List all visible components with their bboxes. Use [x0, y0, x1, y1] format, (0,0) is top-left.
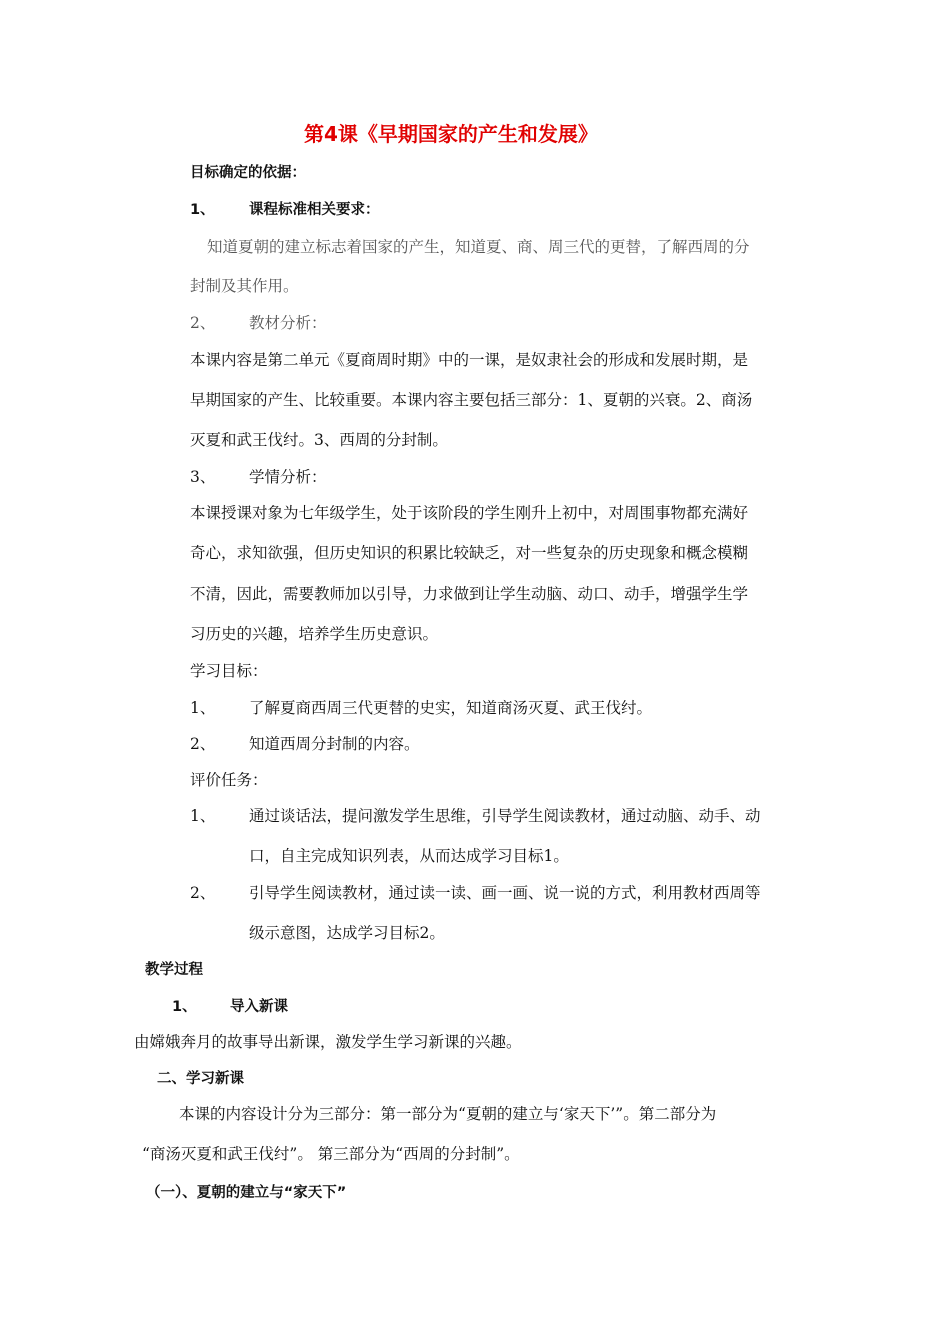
student-line-4: 习历史的兴趣，培养学生历史意识。: [190, 625, 439, 643]
standard-line-2: 封制及其作用。: [190, 277, 299, 295]
task-2-line-1: 引导学生阅读教材，通过读一读、画一画、说一说的方式，利用教材西周等: [249, 884, 761, 902]
section-2-number: 2、: [190, 314, 216, 332]
section-3-number: 3、: [190, 468, 216, 486]
goals-heading: 学习目标：: [190, 662, 268, 680]
learn-heading: 二、学习新课: [157, 1071, 244, 1087]
goal-1-text: 了解夏商西周三代更替的史实，知道商汤灭夏、武王伐纣。: [249, 699, 653, 717]
section-1-label: 课程标准相关要求：: [249, 202, 380, 218]
task-1-number: 1、: [190, 807, 216, 825]
goal-2-text: 知道西周分封制的内容。: [249, 735, 420, 753]
task-2-line-2: 级示意图，达成学习目标2。: [249, 924, 445, 942]
task-2-number: 2、: [190, 884, 216, 902]
learn-line-1: 本课的内容设计分为三部分：第一部分为“夏朝的建立与‘家天下’”。第二部分为: [179, 1105, 717, 1123]
textbook-line-3: 灭夏和武王伐纣。3、西周的分封制。: [190, 431, 448, 449]
intro-text: 由嫦娥奔月的故事导出新课，激发学生学习新课的兴趣。: [134, 1033, 522, 1051]
student-line-2: 奇心，求知欲强，但历史知识的积累比较缺乏，对一些复杂的历史现象和概念模糊: [190, 544, 749, 562]
page-title: 第4课《早期国家的产生和发展》: [304, 122, 598, 146]
textbook-line-2: 早期国家的产生、比较重要。本课内容主要包括三部分：1、夏朝的兴衰。2、商汤: [190, 391, 753, 409]
task-1-line-1: 通过谈话法，提问激发学生思维，引导学生阅读教材，通过动脑、动手、动: [249, 807, 761, 825]
section-3-label: 学情分析：: [249, 468, 327, 486]
textbook-line-1: 本课内容是第二单元《夏商周时期》中的一课，是奴隶社会的形成和发展时期，是: [190, 351, 749, 369]
intro-label: 导入新课: [230, 999, 288, 1015]
tasks-heading: 评价任务：: [190, 771, 268, 789]
part-1-heading: （一）、夏朝的建立与“家天下”: [146, 1185, 347, 1201]
section-2-label: 教材分析：: [249, 314, 327, 332]
intro-number: 1、: [172, 999, 197, 1015]
goal-1-number: 1、: [190, 699, 216, 717]
task-1-line-2: 口，自主完成知识列表，从而达成学习目标1。: [249, 847, 569, 865]
goal-2-number: 2、: [190, 735, 216, 753]
standard-line-1: 知道夏朝的建立标志着国家的产生，知道夏、商、周三代的更替，了解西周的分: [207, 238, 750, 256]
basis-heading: 目标确定的依据：: [190, 165, 306, 181]
section-1-number: 1、: [190, 202, 215, 218]
process-heading: 教学过程: [145, 962, 203, 978]
student-line-3: 不清，因此，需要教师加以引导，力求做到让学生动脑、动口、动手，增强学生学: [190, 585, 749, 603]
learn-line-2: “商汤灭夏和武王伐纣”。 第三部分为“西周的分封制”。: [142, 1145, 520, 1163]
student-line-1: 本课授课对象为七年级学生，处于该阶段的学生刚升上初中，对周围事物都充满好: [190, 504, 749, 522]
